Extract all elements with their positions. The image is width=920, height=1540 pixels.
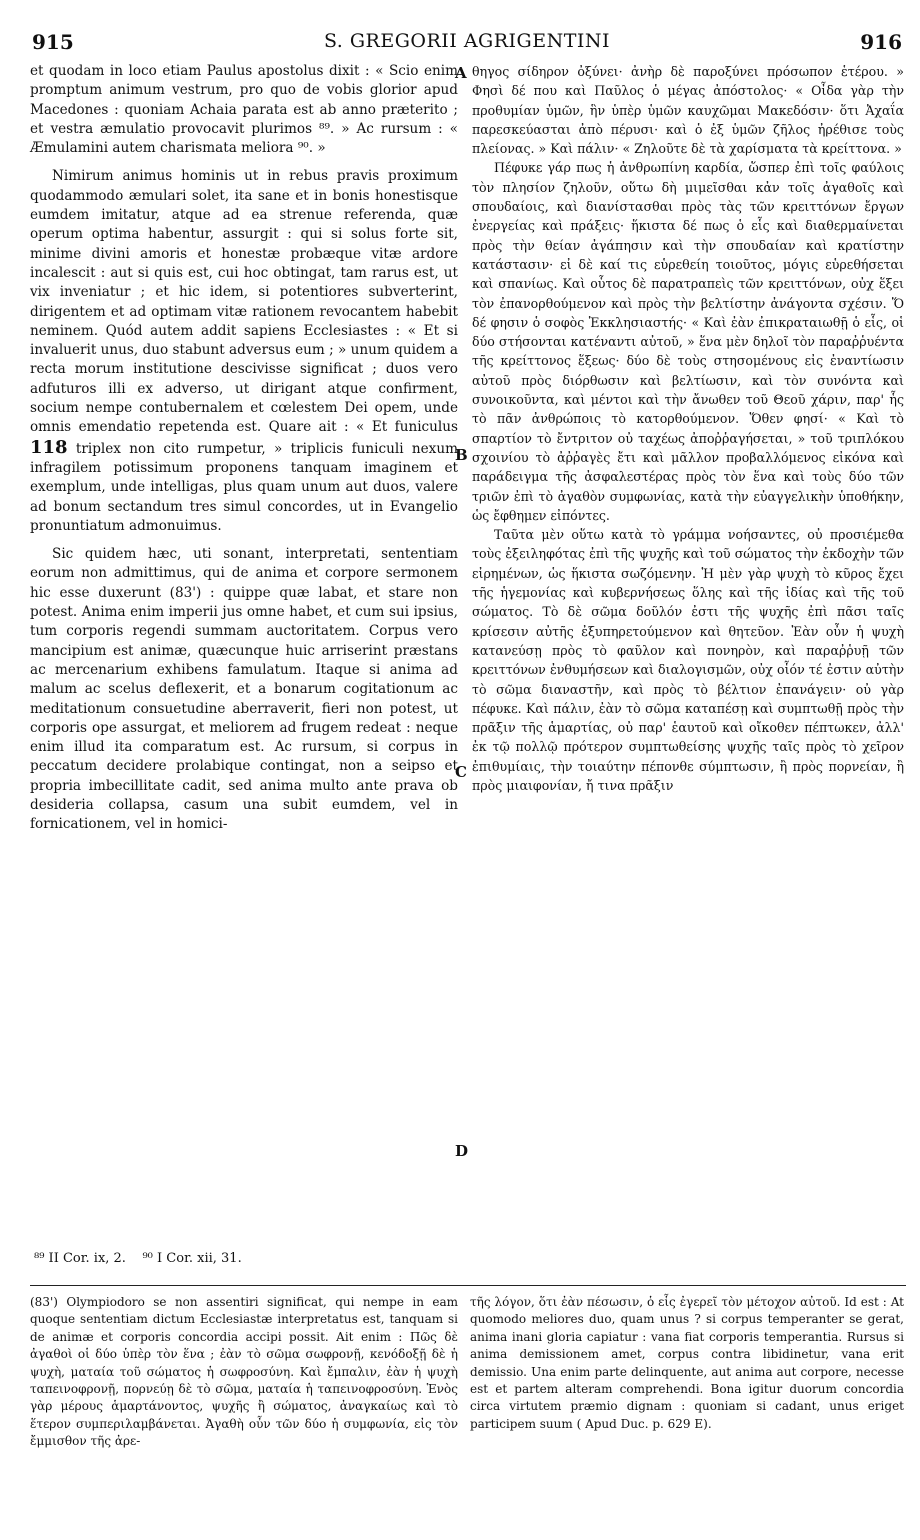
- note-latin-text: (83') Olympiodoro se non assentiri significat, qui nempe in eam quoque sententiam dictum Ecclesiastæ interpretatus est, tanquam si de animæ et corporis concordia accipi possit. Ait enim : Πῶς δὲ ἀγαθοὶ οἱ δύο ὑπὲρ τὸν ἕνα ; ἐὰν τὸ σῶμα σωφρονῇ, κενόδοξῇ δὲ ἡ ψυχὴ, ματαία τοῦ σώματος ἡ σωφροσύνη. Καὶ ἔμπαλιν, ἐὰν ἡ ψυχὴ ταπεινοφρονῇ, πορνεύῃ δὲ τὸ σῶμα, ματαία ἡ ταπεινοφροσύνη. Ἑνὸς γὰρ μέρους ἁμαρτάνοντος, ψυχῆς ἢ σώματος, ἀναγκαίως καὶ τὸ ἕτερον συμπεριλαμβάνεται. Ἀγαθὴ οὖν τῶν δύο ἡ συμφωνία, εἰς τὸν ἔμμισθον τῆς ἀρε-: [30, 1295, 458, 1449]
- footnotes: ⁸⁹ II Cor. ix, 2. ⁹⁰ I Cor. xii, 31.: [34, 1251, 242, 1266]
- section-marker-a: A: [455, 64, 467, 82]
- greek-column: [472, 62, 904, 795]
- note-divider: [30, 1285, 906, 1286]
- greek-paragraph-2: Πέφυκε γάρ πως ἡ ἀνθρωπίνη καρδία, ὥσπερ ἐπὶ τοῖς φαύλοις τὸν πλησίον ζηλοῦν, οὕτω δὴ μιμεῖσθαι κἀν τοῖς ἀγαθοῖς καὶ σπουδαίοις, καὶ διανίστασθαι πρὸς τὰς τῶν κρειττόνων ἔργων ἐνεργείας καὶ πράξεις· ἥκιστα δέ πως ὁ εἷς καὶ διαθερμαίνεται πρὸς τὴν θείαν ἀγάπησιν καὶ τὴν σπουδαίαν καὶ κρατίστην κατάστασιν· εἰ δὲ καί τις εὑρεθείη τοιοῦτος, μόγις εὑρεθήσεται καὶ σπανίως. Καὶ οὗτος δὲ παρατραπεὶς τῶν κρειττόνων, οὐχ ἕξει τὸν ἐπανορθούμενον καὶ πρὸς τὴν βελτίστην ἀνάγοντα σχέσιν. Ὅ δέ φησιν ὁ σοφὸς Ἐκκλησιαστής· « Καὶ ἐὰν ἐπικραταιωθῇ ὁ εἷς, οἱ δύο στήσονται κατέναντι αὐτοῦ, » ἕνα μὲν δηλοῖ τὸν παραῤῥυέντα τῆς κρείττονος ἕξεως· δύο δὲ τοὺς στησομένους εἰς ἐναντίωσιν αὐτοῦ πρὸς διόρθωσιν καὶ βελτίωσιν, καὶ τὸν συνόντα καὶ συνοικοῦντα, καὶ μέντοι καὶ τὴν ἄνωθεν τοῦ Θεοῦ χάριν, παρ' ἧς τὸ πᾶν ἀνθρώποις τὸ κατορθούμενον. Ὅθεν φησί· « Καὶ τὸ σπαρτίον τὸ ἔντριτον οὐ ταχέως ἀποῤῥαγήσεται, » τοῦ τριπλόκου σχοινίου τὸ ἀῤῥαγὲς ἔτι καὶ μᾶλλον προβαλλόμενος εἰκόνα καὶ παράδειγμα τῆς ἀσφαλεστέρας πρὸς τὸν ἕνα καὶ τοὺς δύο τῶν τριῶν ἐπὶ τὸ ἀγαθὸν συμφωνίας, κατὰ τὴν εὐαγγελικὴν ὑποθήκην, ὡς ἔφθημεν εἰπόντες.: [472, 160, 904, 523]
- latin-paragraph-2-text: Nimirum animus hominis ut in rebus pravis proximum quodammodo æmulari solet, ita sane et in bonis honestisque eumdem imitatur, atque ad ea strenue referenda, quæ operum optima habentur, assurgit : qui si solus forte sit, minime divini amoris et honestæ probæque vitæ ardore incalescit : aut si quis est, cui hoc obtingat, tam rarus est, ut vix inveniatur ; et hic idem, si potentiores subverterint, dirigentem et ad optimam vitæ rationem revocantem habebit neminem. Quód autem addit sapiens Ecclesiastes : « Et si invaluerit unus, duo stabunt adversus eum ; » unum quidem a recta morum institutione descivisse significat ; duos vero adfuturos illi ex adverso, ut dirigant atque confirment, socium nempe contubernalem et cœlestem Dei opem, unde omnis emendatio repetenda est. Quare ait : « Et funiculus: [30, 168, 458, 436]
- greek-paragraph-3: Ταῦτα μὲν οὕτω κατὰ τὸ γράμμα νοήσαντες, οὐ προσιέμεθα τοὺς ἐξειληφότας ἐπὶ τῆς ψυχῆς καὶ τοῦ σώματος τὴν ἐκδοχὴν τῶν εἰρημένων, ὡς ἥκιστα σωζόμενην. Ἡ μὲν γὰρ ψυχὴ τὸ κῦρος ἔχει τῆς ἡγεμονίας καὶ κυβερνήσεως ὅλης καὶ τῆς ἰδίας καὶ τῆς τοῦ σώματος. Τὸ δὲ σῶμα δοῦλόν ἐστι τῆς ψυχῆς ἐπὶ πᾶσι ταῖς κρίσεσιν αὐτῆς ἐξυπηρετούμενον καὶ θητεῦον. Ἐὰν οὖν ἡ ψυχὴ κατανεύσῃ πρὸς τὸ φαῦλον καὶ πονηρὸν, καὶ παραῤῥυῇ τῶν κρειττόνων ἐνθυμήσεων καὶ διαλογισμῶν, οὐχ οἷόν τέ ἐστιν αὐτὴν τὸ σῶμα διαναστῆν, καὶ πρὸς τὸ βέλτιον ἐπανάγειν· οὐ γὰρ πέφυκε. Καὶ πάλιν, ἐὰν τὸ σῶμα καταπέσῃ καὶ συμπτωθῇ πρὸς τὴν πρᾶξιν τῆς ἁμαρτίας, οὐ παρ' ἑαυτοῦ καὶ οἴκοθεν πέπτωκεν, ἀλλ' ἐκ τῷ πολλῷ πρότερον συμπτωθείσης ψυχῆς ταῖς πρὸς τὸ χεῖρον ἐπιθυμίαις, τὴν τοιαύτην πέπονθε σύμπτωσιν, ἢ πρὸς πορνείαν, ἢ πρὸς μιαιφονίαν, ἤ τινα πρᾶξιν: [472, 527, 904, 793]
- latin-paragraph-1: et quodam in loco etiam Paulus apostolus dixit : « Scio enim promptum animum vestrum, pro quo de vobis glorior apud Macedones : quoniam Achaia parata est ab anno præterito ; et vestra æmulatio provocavit plurimos ⁸⁹. » Ac rursum : « Æmulamini autem charismata meliora ⁹⁰. »: [30, 63, 458, 157]
- section-marker-b: B: [455, 446, 468, 464]
- latin-paragraph-2-rest: triplex non cito rumpetur, » triplicis funiculi nexum infragilem potissimum proponens tanquam imaginem et exemplum, unde intelligas, plus quam unum aut duos, valere ad bonum sectandum tres simul concordes, ut in Evangelio pronuntiatum admonuimus.: [30, 440, 458, 534]
- latin-paragraph-2: [30, 167, 458, 536]
- latin-paragraph-3: Sic quidem hæc, uti sonant, interpretati, sententiam eorum non admittimus, qui de anima et corpore sermonem hic esse duxerunt (83') : quippe quæ labat, et stare non potest. Anima enim imperii jus omne habet, et cum sui ipsius, tum corporis regendi summam auctoritatem. Corpus vero mancipium est animæ, quæcunque huic arriserint præstans ac mercenarium exhibens famulatum. Itaque si anima ad malum ac scelus deflexerit, et a bonarum cogitationum ac meditationum consuetudine aberraverit, fieri non potest, ut corporis ope assurgat, et meliorem ad frugem redeat : neque enim illud ita comparatum est. Ac rursum, si corpus in peccatum decidere prolabique contingat, non a seipso et propria imbecillitate cadit, sed anima multo ante prava ob desideria collapsa, casum una subit eumdem, vel in fornicationem, vel in homici-: [30, 546, 458, 833]
- note-greek-column: [470, 1294, 904, 1433]
- column-number: 118: [30, 436, 68, 458]
- latin-column: [30, 62, 458, 835]
- page-number-right: 916: [860, 30, 902, 54]
- running-header: [28, 30, 906, 56]
- note-latin-column: [30, 1294, 458, 1451]
- note-greek-text: τῆς λόγον, ὅτι ἐὰν πέσωσιν, ὁ εἷς ἐγερεῖ τὸν μέτοχον αὐτοῦ. Id est : At quomodo meliores duo, quam unus ? si corpus temperanter se gerat, anima inani gloria capiatur : vana fiat corporis temperantia. Rursus si anima demissionem amet, corpus contra libidinetur, vana erit demissio. Una enim parte delinquente, aut anima aut corpore, necesse est et partem alteram comprehendi. Bona igitur duorum concordia circa virtutem præmio dignam : quoniam si cadant, unus eriget participem suum ( Apud Duc. p. 629 E).: [470, 1295, 904, 1431]
- greek-paragraph-1: θηγος σίδηρον ὀξύνει· ἀνὴρ δὲ παροξύνει πρόσωπον ἑτέρου. » Φησὶ δέ που καὶ Παῦλος ὁ μέγας ἀπόστολος· « Οἶδα γὰρ τὴν προθυμίαν ὑμῶν, ἣν ὑπὲρ ὑμῶν καυχῶμαι Μακεδόσιν· ὅτι Ἀχαΐα παρεσκεύασται ἀπὸ πέρυσι· καὶ ὁ ἐξ ὑμῶν ζῆλος ἠρέθισε τοὺς πλείονας. » Καὶ πάλιν· « Ζηλοῦτε δὲ τὰ χαρίσματα τὰ κρείττονα. »: [472, 64, 904, 157]
- running-title: S. GREGORII AGRIGENTINI: [323, 30, 611, 52]
- section-marker-c: C: [455, 763, 467, 781]
- section-marker-d: D: [455, 1142, 469, 1160]
- page-number-left: 915: [32, 30, 74, 54]
